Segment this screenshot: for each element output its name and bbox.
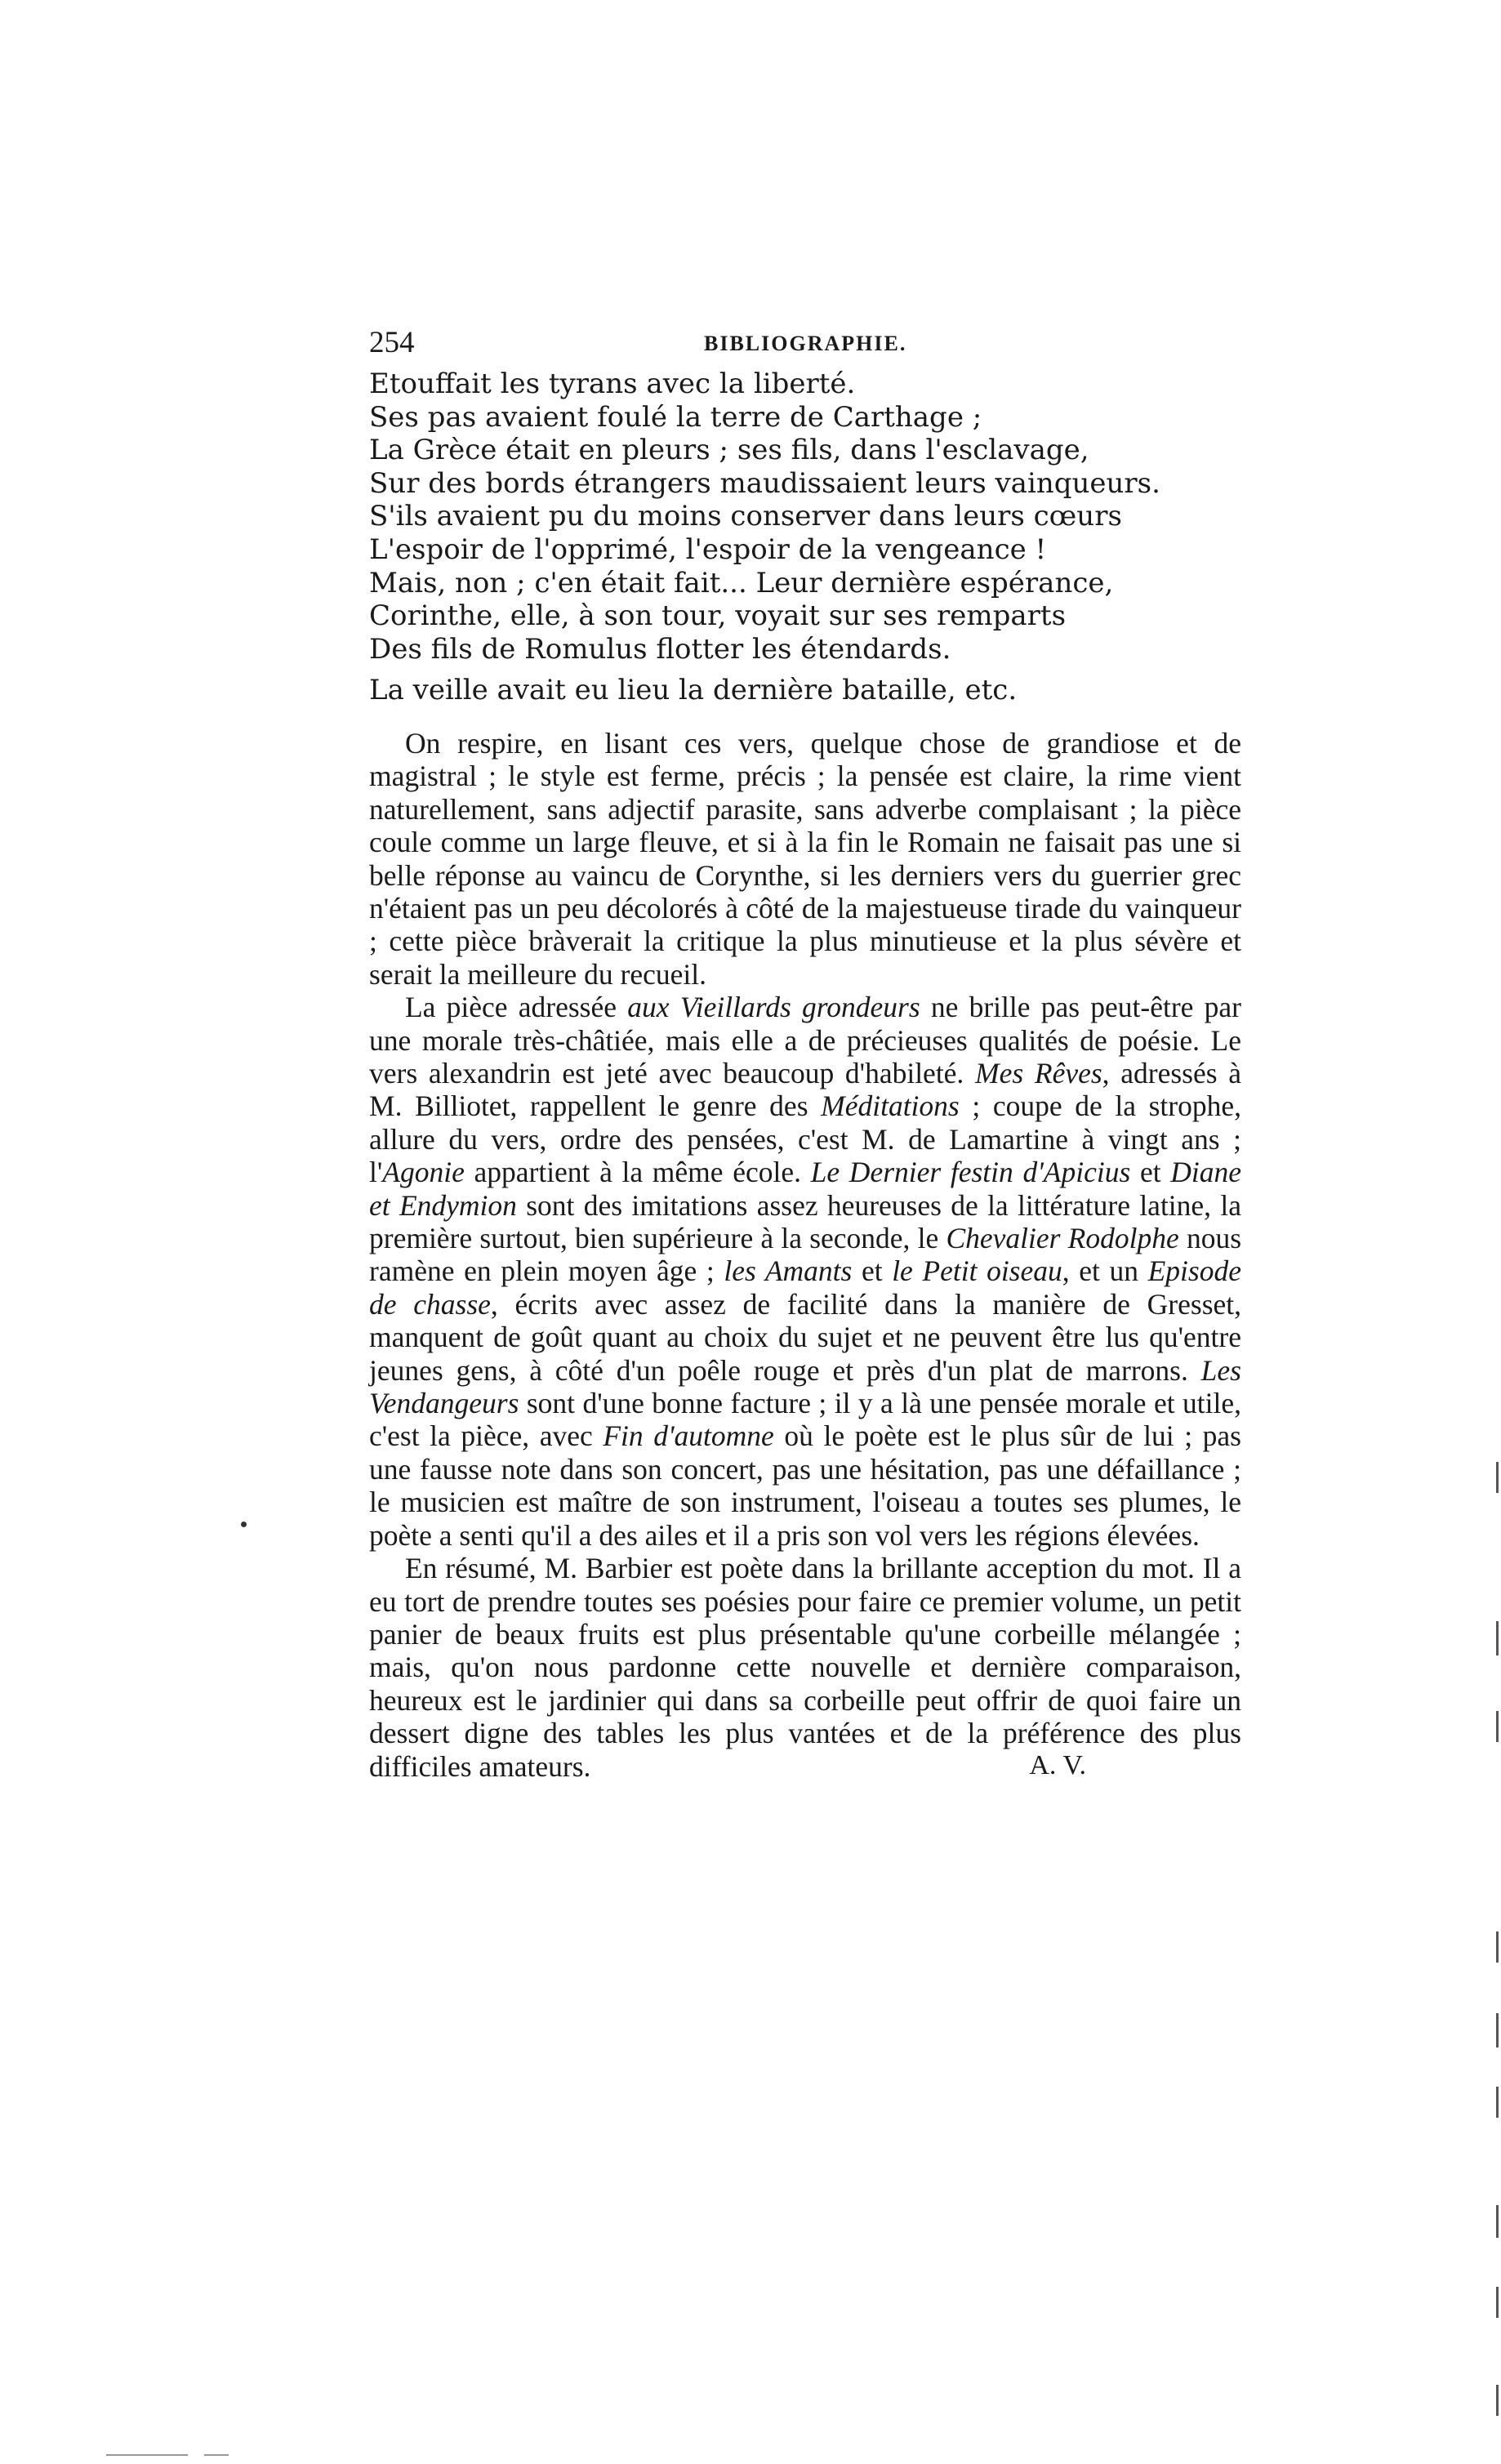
work-title: Les Vendangeurs (369, 1353, 1241, 1420)
scan-margin-mark (1496, 1621, 1499, 1655)
work-title: Agonie (382, 1156, 465, 1189)
verse-quotation (369, 368, 1241, 707)
work-title: les Amants (724, 1254, 853, 1288)
paragraph: On respire, en lisant ces vers, quelque chose de grandiose et de magistral ; le style est ferme, précis ; la pensée est claire, la rime vient naturellement, sans adjectif parasite, sans adverbe complaisant ; la pièce coule comme un large fleuve, et si à la fin le Romain ne faisait pas une si belle réponse au vaincu de Corynthe, si les derniers vers du guerrier grec n'étaient pas un peu décolorés à côté de la majestueuse tirade du vainqueur ; cette pièce bràverait la critique la plus minutieuse et la plus sévère et serait la meilleure du recueil. (369, 726, 1241, 991)
work-title: Méditations (821, 1089, 960, 1123)
verse-line: Ses pas avaient foulé la terre de Carthage ; (369, 400, 982, 434)
review-text (369, 727, 1241, 1783)
paragraph: La pièce adressée aux Vieillards grondeurs ne brille pas peut-être par une morale très-châtiée, mais elle a de précieuses qualités de poésie. Le vers alexandrin est jeté avec beaucoup d'habileté. Mes Rêves, adressés à M. Billiotet, rappellent le genre des Méditations ; coupe de la strophe, allure du vers, ordre des pensées, c'est M. de Lamartine à vingt ans ; l'Agonie appartient à la même école. Le Dernier festin d'Apicius et Diane et Endymion sont des imitations assez heureuses de la littérature latine, la première surtout, bien supérieure à la seconde, le Chevalier Rodolphe nous ramène en plein moyen âge ; les Amants et le Petit oiseau, et un Episode de chasse, écrits avec assez de facilité dans la manière de Gresset, manquent de goût quant au choix du sujet et ne peuvent être lus qu'entre jeunes gens, à côté d'un poêle rouge et près d'un plat de marrons. Les Vendangeurs sont d'une bonne facture ; il y a là une pensée morale et utile, c'est la pièce, avec Fin d'automne où le poète est le plus sûr de lui ; pas une fausse note dans son concert, pas une hésitation, pas une défaillance ; le musicien est maître de son instrument, l'oiseau a toutes ses plumes, le poète a senti qu'il a des ailes et il a pris son vol vers les régions élevées. (369, 991, 1242, 1552)
scan-margin-mark (1496, 2013, 1499, 2047)
work-title: Chevalier Rodolphe (946, 1222, 1179, 1255)
work-title: le Petit oiseau (892, 1254, 1062, 1288)
verse-line: La veille avait eu lieu la dernière bataille, etc. (369, 674, 1018, 707)
scan-margin-mark (1496, 2087, 1499, 2118)
verse-line: La Grèce était en pleurs ; ses fils, dans l'esclavage, (369, 434, 1089, 467)
work-title: Mes Rêves (975, 1057, 1102, 1089)
verse-line: Des fils de Romulus flotter les étendards. (369, 632, 951, 666)
verse-line: Mais, non ; c'en était fait... Leur dernière espérance, (369, 566, 1114, 599)
paragraph: En résumé, M. Barbier est poète dans la brillante acception du mot. Il a eu tort de prendre toutes ses poésies pour faire ce premier volume, un petit panier de beaux fruits est plus présentable qu'une corbeille mélangée ; mais, qu'on nous pardonne cette nouvelle et dernière comparaison, heureux est le jardinier qui dans sa corbeille peut offrir de quoi faire un dessert digne des tables les plus vantées et de la préférence des plus difficiles amateurs. (369, 1552, 1241, 1783)
scan-bottom-rule (204, 2454, 229, 2456)
verse-line: Etouffait les tyrans avec la liberté. (369, 368, 856, 400)
scan-margin-mark (1496, 1711, 1499, 1742)
running-head: BIBLIOGRAPHIE. (704, 332, 907, 355)
verse-line: Sur des bords étrangers maudissaient leurs vainqueurs. (369, 466, 1160, 500)
scan-margin-mark (1496, 2287, 1499, 2318)
page-content (369, 325, 1241, 1781)
work-title: Episode de chasse (369, 1254, 1241, 1321)
verse-line: L'espoir de l'opprimé, l'espoir de la vengeance ! (369, 532, 1047, 566)
scan-margin-mark (1496, 1462, 1499, 1493)
work-title: aux Vieillards grondeurs (627, 991, 920, 1024)
work-title: Le Dernier festin d'Apicius (810, 1156, 1131, 1189)
page-number: 254 (369, 326, 415, 359)
scan-margin-mark (1496, 1932, 1499, 1963)
verse-line: S'ils avaient pu du moins conserver dans leurs cœurs (369, 500, 1122, 533)
scan-margin-mark (1496, 2205, 1499, 2238)
work-title: Diane et Endymion (369, 1156, 1241, 1222)
page-header (369, 325, 1241, 358)
scan-bottom-rule (106, 2454, 188, 2456)
verse-line: Corinthe, elle, à son tour, voyait sur ses remparts (369, 599, 1067, 633)
scan-margin-mark (1496, 2385, 1499, 2416)
scan-dot (241, 1522, 247, 1527)
work-title: Fin d'automne (603, 1419, 774, 1453)
author-signature: A. V. (1029, 1749, 1086, 1780)
